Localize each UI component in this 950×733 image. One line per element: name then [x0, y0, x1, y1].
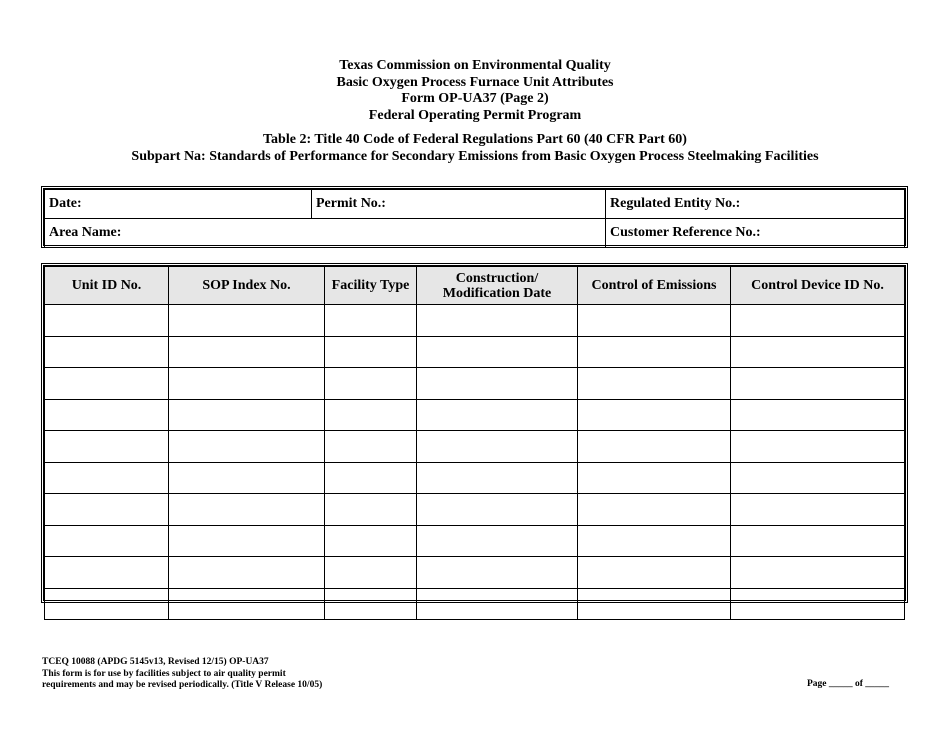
agency-title: Texas Commission on Environmental Quality [339, 58, 611, 73]
info-section [41, 186, 908, 248]
column-header-construction-date: Construction/ Modification Date [417, 267, 578, 305]
cell-unit-id[interactable] [45, 431, 169, 463]
form-usage-note: This form is for use by facilities subject to air quality permit [42, 668, 286, 679]
cell-sop-index[interactable] [169, 462, 325, 494]
cell-construction-date[interactable] [417, 336, 578, 368]
cell-control-device-id[interactable] [731, 557, 905, 589]
cell-unit-id[interactable] [45, 557, 169, 589]
column-header-control-of-emissions: Control of Emissions [578, 267, 731, 305]
cell-control-device-id[interactable] [731, 525, 905, 557]
form-number: Form OP-UA37 (Page 2) [401, 91, 549, 106]
cell-facility-type[interactable] [325, 336, 417, 368]
form-revision: TCEQ 10088 (APDG 5145v13, Revised 12/15) OP-UA37 [42, 657, 269, 667]
cell-control-of-emissions[interactable] [578, 431, 731, 463]
table-row [45, 399, 905, 431]
cell-control-device-id[interactable] [731, 399, 905, 431]
cell-sop-index[interactable] [169, 368, 325, 400]
cell-construction-date[interactable] [417, 399, 578, 431]
cell-unit-id[interactable] [45, 494, 169, 526]
form-footer [42, 657, 322, 692]
table-row [45, 557, 905, 589]
unit-attributes-section [41, 263, 908, 603]
page-number: Page _____ of _____ [807, 679, 890, 689]
table-row [45, 525, 905, 557]
cell-control-of-emissions[interactable] [578, 399, 731, 431]
cell-unit-id[interactable] [45, 305, 169, 337]
cell-control-of-emissions[interactable] [578, 525, 731, 557]
cell-facility-type[interactable] [325, 431, 417, 463]
form-subject: Basic Oxygen Process Furnace Unit Attributes [336, 74, 614, 90]
cell-construction-date[interactable] [417, 305, 578, 337]
cell-control-device-id[interactable] [731, 305, 905, 337]
table-row [45, 588, 905, 620]
table-row [45, 368, 905, 400]
unit-attributes-table [44, 266, 905, 620]
cell-sop-index[interactable] [169, 305, 325, 337]
table-body [45, 305, 905, 620]
cell-control-of-emissions[interactable] [578, 588, 731, 620]
info-table [44, 189, 905, 248]
cell-control-of-emissions[interactable] [578, 494, 731, 526]
cell-unit-id[interactable] [45, 588, 169, 620]
cell-facility-type[interactable] [325, 462, 417, 494]
permit-number-field[interactable]: Permit No.: [312, 190, 606, 219]
cell-construction-date[interactable] [417, 588, 578, 620]
cell-sop-index[interactable] [169, 525, 325, 557]
table-row [45, 494, 905, 526]
cell-control-device-id[interactable] [731, 368, 905, 400]
cell-unit-id[interactable] [45, 462, 169, 494]
subpart-title: Subpart Na: Standards of Performance for Secondary Emissions from Basic Oxygen Process Steelmaking Facilities [131, 148, 819, 164]
cell-control-of-emissions[interactable] [578, 368, 731, 400]
cell-control-of-emissions[interactable] [578, 462, 731, 494]
customer-reference-field[interactable]: Customer Reference No.: [606, 219, 905, 248]
table-row [45, 305, 905, 337]
cell-construction-date[interactable] [417, 494, 578, 526]
table-row [45, 336, 905, 368]
column-header-sop-index: SOP Index No. [169, 267, 325, 305]
cell-sop-index[interactable] [169, 494, 325, 526]
form-header [0, 58, 950, 165]
cell-control-device-id[interactable] [731, 588, 905, 620]
table-header-row [45, 267, 905, 305]
cell-facility-type[interactable] [325, 305, 417, 337]
column-header-control-device-id: Control Device ID No. [731, 267, 905, 305]
cell-control-device-id[interactable] [731, 494, 905, 526]
regulated-entity-field[interactable]: Regulated Entity No.: [606, 190, 905, 219]
cell-unit-id[interactable] [45, 336, 169, 368]
cell-construction-date[interactable] [417, 525, 578, 557]
cell-facility-type[interactable] [325, 368, 417, 400]
cell-construction-date[interactable] [417, 462, 578, 494]
cell-control-device-id[interactable] [731, 462, 905, 494]
cell-unit-id[interactable] [45, 399, 169, 431]
cell-control-of-emissions[interactable] [578, 336, 731, 368]
area-name-field[interactable]: Area Name: [45, 219, 606, 248]
cell-sop-index[interactable] [169, 588, 325, 620]
cell-construction-date[interactable] [417, 557, 578, 589]
cell-facility-type[interactable] [325, 557, 417, 589]
table-row [45, 462, 905, 494]
cell-sop-index[interactable] [169, 336, 325, 368]
cell-control-device-id[interactable] [731, 336, 905, 368]
cell-unit-id[interactable] [45, 525, 169, 557]
cell-sop-index[interactable] [169, 431, 325, 463]
cell-facility-type[interactable] [325, 525, 417, 557]
cell-control-device-id[interactable] [731, 431, 905, 463]
date-field[interactable]: Date: [45, 190, 312, 219]
table-row [45, 431, 905, 463]
cell-control-of-emissions[interactable] [578, 557, 731, 589]
cell-construction-date[interactable] [417, 368, 578, 400]
cell-facility-type[interactable] [325, 588, 417, 620]
cell-sop-index[interactable] [169, 399, 325, 431]
program-name: Federal Operating Permit Program [368, 107, 582, 123]
column-header-unit-id: Unit ID No. [45, 267, 169, 305]
cell-unit-id[interactable] [45, 368, 169, 400]
cell-control-of-emissions[interactable] [578, 305, 731, 337]
form-usage-note-cont: requirements and may be revised periodically. (Title V Release 10/05) [42, 680, 323, 690]
table-title: Table 2: Title 40 Code of Federal Regulations Part 60 (40 CFR Part 60) [263, 132, 687, 147]
cell-facility-type[interactable] [325, 494, 417, 526]
cell-construction-date[interactable] [417, 431, 578, 463]
cell-facility-type[interactable] [325, 399, 417, 431]
column-header-facility-type: Facility Type [325, 267, 417, 305]
cell-sop-index[interactable] [169, 557, 325, 589]
